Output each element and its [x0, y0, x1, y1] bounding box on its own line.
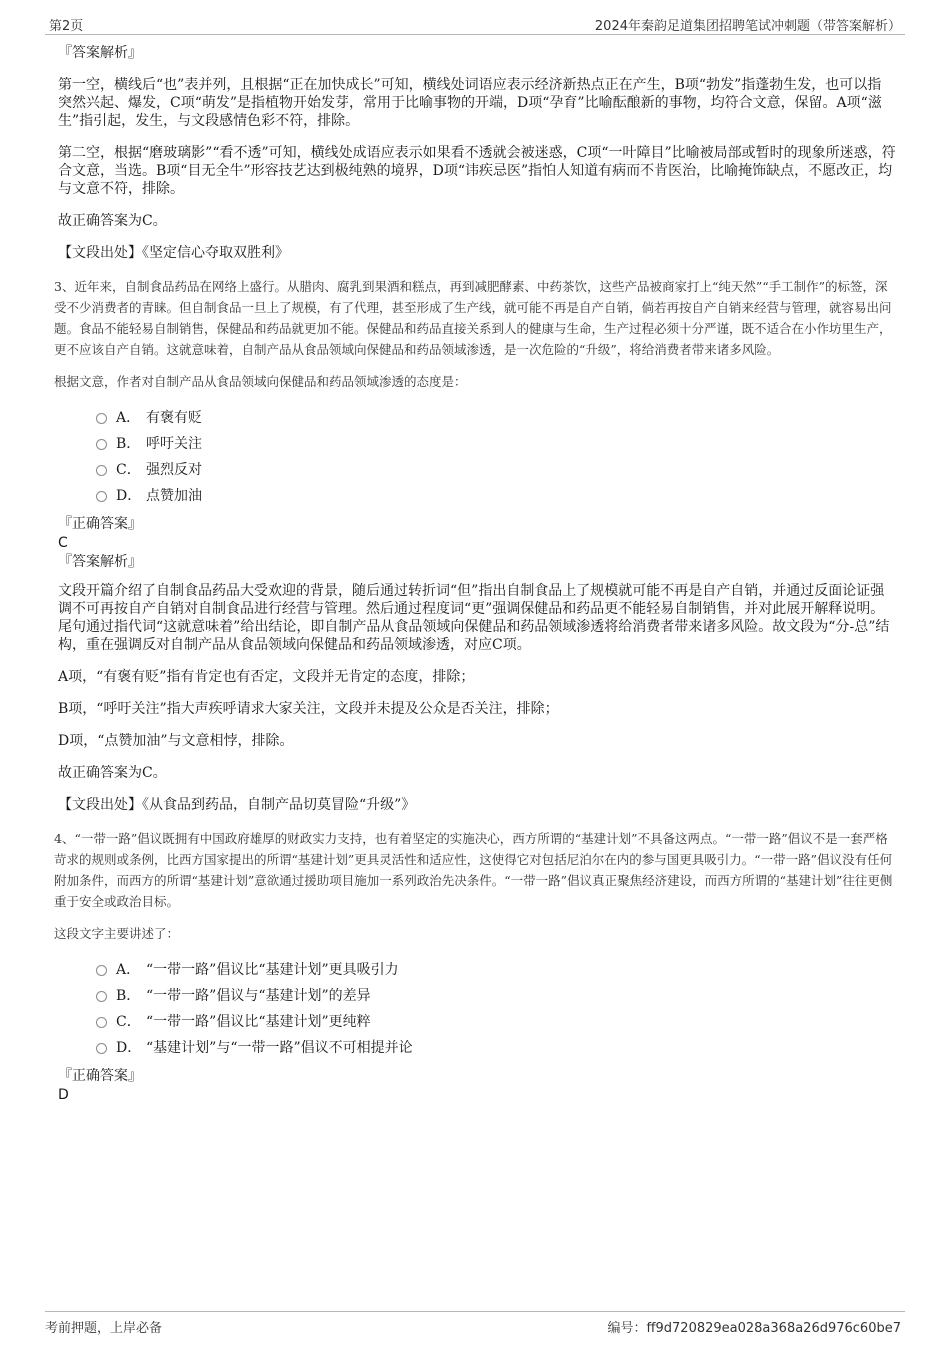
- footer-note: 考前押题，上岸必备: [45, 1321, 163, 1336]
- page-content: [50, 44, 900, 1115]
- option-letter: D．: [116, 1040, 142, 1056]
- analysis-paragraph: A项，“有褒有贬”指有肯定也有否定，文段并无肯定的态度，排除；: [58, 669, 475, 685]
- analysis-conclusion: 故正确答案为C。: [58, 213, 167, 229]
- option-b[interactable]: [96, 431, 900, 457]
- option-text: 有褒有贬: [146, 410, 202, 426]
- option-text: 点赞加油: [146, 488, 202, 504]
- radio-button[interactable]: [96, 413, 107, 424]
- option-text: 强烈反对: [146, 462, 202, 478]
- correct-answer-block: [58, 515, 900, 572]
- analysis-label: 『答案解析』: [58, 45, 142, 61]
- option-b[interactable]: [96, 983, 900, 1009]
- document-serial: 编号：ff9d720829ea028a368a26d976c60be7: [607, 1321, 901, 1336]
- option-d[interactable]: [96, 483, 900, 509]
- radio-button[interactable]: [96, 991, 107, 1002]
- radio-button[interactable]: [96, 1043, 107, 1054]
- correct-answer: C: [58, 535, 68, 551]
- page-header: [45, 12, 905, 35]
- option-letter: A．: [116, 962, 141, 978]
- option-letter: B．: [116, 988, 141, 1004]
- source-citation: 【文段出处】《坚定信心夺取双胜利》: [58, 245, 289, 261]
- analysis-paragraph: B项，“呼吁关注”指大声疾呼请求大家关注，文段并未提及公众是否关注，排除；: [58, 701, 559, 717]
- analysis-paragraph: 文段开篇介绍了自制食品药品大受欢迎的背景，随后通过转折词“但”指出自制食品上了规模就可能不再是自产自销，并通过反面论证强调不可再按自产自销对自制食品进行经营与管理。然后通过程度词“更”强调保健品和药品更不能轻易自制销售，并对此展开解释说明。尾句通过指代词“这就意味着”给出结论，即自制产品从食品领域向保健品和药品领域渗透将给消费者带来诸多风险。故文段为“分-总”结构，重在强调反对自制产品从食品领域向保健品和药品领域渗透，对应C项。: [58, 583, 890, 653]
- radio-button[interactable]: [96, 439, 107, 450]
- question-3-options: [96, 405, 900, 509]
- option-d[interactable]: [96, 1035, 900, 1061]
- radio-button[interactable]: [96, 965, 107, 976]
- analysis-paragraph: 第二空，根据“磨玻璃影”“看不透”可知，横线处成语应表示如果看不透就会被迷惑，C项“一叶障目”比喻被局部或暂时的现象所迷惑，符合文意，当选。B项“目无全牛”形容技艺达到极纯熟的境界，D项“讳疾忌医”指怕人知道有病而不肯医治，比喻掩饰缺点，不愿改正，均与文意不符，排除。: [58, 145, 896, 197]
- source-citation: 【文段出处】《从食品到药品，自制产品切莫冒险“升级”》: [58, 797, 416, 813]
- option-text: “一带一路”倡议与“基建计划”的差异: [146, 988, 371, 1004]
- page-number: 第2页: [49, 19, 84, 34]
- question-3-text: 3、近年来，自制食品药品在网络上盛行。从腊肉、腐乳到果酒和糕点，再到减肥酵素、中药茶饮，这些产品被商家打上“纯天然”“手工制作”的标签，深受不少消费者的青睐。但自制食品一旦上了规模，有了代理，甚至形成了生产线，就可能不再是自产自销，倘若再按自产自销来经营与管理，就容易出问题。食品不能轻易自制销售，保健品和药品就更加不能。保健品和药品直接关系到人的健康与生命，生产过程必须十分严谨，既不适合在小作坊里生产，更不应该自产自销。这就意味着，自制产品从食品领域向保健品和药品领域渗透，是一次危险的“升级”，将给消费者带来诸多风险。: [54, 279, 892, 357]
- option-letter: B．: [116, 436, 141, 452]
- option-letter: C．: [116, 1014, 141, 1030]
- question-4-text: 4、“一带一路”倡议既拥有中国政府雄厚的财政实力支持，也有着坚定的实施决心，西方所谓的“基建计划”不具备这两点。“一带一路”倡议不是一套严格苛求的规则或条例，比西方国家提出的所谓“基建计划”更具灵活性和适应性，这使得它对包括尼泊尔在内的参与国更具吸引力。“一带一路”倡议没有任何附加条件，而西方的所谓“基建计划”意欲通过援助项目施加一系列政治先决条件。“一带一路”倡议真正聚焦经济建设，而西方所谓的“基建计划”往往更侧重于安全或政治目标。: [54, 831, 893, 909]
- option-letter: C．: [116, 462, 141, 478]
- analysis-paragraph: D项，“点赞加油”与文意相悖，排除。: [58, 733, 294, 749]
- analysis-conclusion: 故正确答案为C。: [58, 765, 167, 781]
- correct-answer: D: [58, 1087, 69, 1103]
- option-text: “一带一路”倡议比“基建计划”更纯粹: [146, 1014, 371, 1030]
- document-title: 2024年秦韵足道集团招聘笔试冲刺题（带答案解析）: [594, 19, 901, 34]
- option-text: “基建计划”与“一带一路”倡议不可相提并论: [146, 1040, 413, 1056]
- correct-answer-label: 『正确答案』: [58, 1068, 142, 1084]
- option-letter: A．: [116, 410, 141, 426]
- question-4-prompt: 这段文字主要讲述了：: [54, 926, 180, 941]
- question-4-options: [96, 957, 900, 1061]
- analysis-paragraph: 第一空，横线后“也”表并列，且根据“正在加快成长”可知，横线处词语应表示经济新热点正在产生，B项“勃发”指蓬勃生发，也可以指突然兴起、爆发，C项“萌发”是指植物开始发芽，常用于比喻事物的开端，D项“孕育”比喻酝酿新的事物，均符合文意，保留。A项“滋生”指引起，发生，与文段感情色彩不符，排除。: [58, 77, 882, 129]
- radio-button[interactable]: [96, 1017, 107, 1028]
- analysis-label: 『答案解析』: [58, 554, 142, 570]
- radio-button[interactable]: [96, 465, 107, 476]
- question-3-prompt: 根据文意，作者对自制产品从食品领域向保健品和药品领域渗透的态度是：: [54, 374, 467, 389]
- option-a[interactable]: [96, 957, 900, 983]
- option-text: “一带一路”倡议比“基建计划”更具吸引力: [146, 962, 399, 978]
- option-a[interactable]: [96, 405, 900, 431]
- option-letter: D．: [116, 488, 142, 504]
- option-c[interactable]: [96, 457, 900, 483]
- correct-answer-label: 『正确答案』: [58, 516, 142, 532]
- correct-answer-block: [58, 1067, 900, 1105]
- option-text: 呼吁关注: [146, 436, 202, 452]
- radio-button[interactable]: [96, 491, 107, 502]
- option-c[interactable]: [96, 1009, 900, 1035]
- page-footer: [45, 1311, 905, 1338]
